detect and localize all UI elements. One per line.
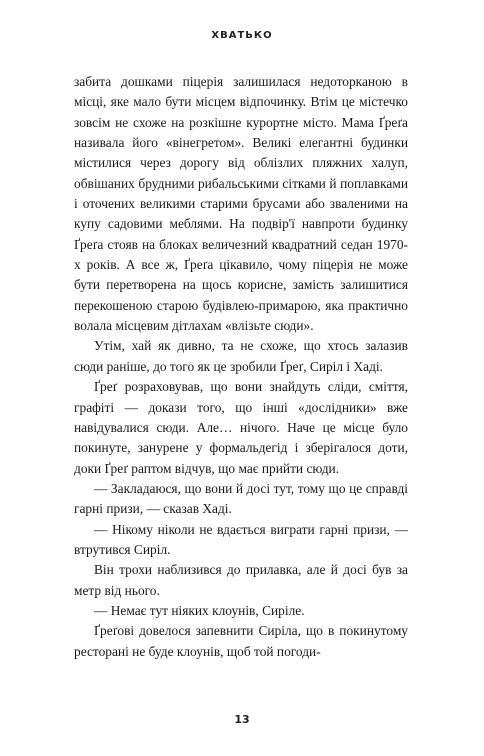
paragraph: Він трохи наблизився до прилавка, але й досі був за метр від нього. (74, 562, 408, 598)
paragraph: Ґреґ розраховував, що вони знайдуть сліди, сміття, графіті — докази того, що інші «дослідники» вже навідувалися сюди. Але… нічого. Наче це місце було покинуте, занурене у формальдегід і зберігалося доти, доки Ґреґ раптом відчув, що має прийти сюди. (74, 379, 408, 476)
paragraph: Утім, хай як дивно, та не схоже, що хтось залазив сюди раніше, до того як це зробили Ґреґ, Сиріл і Хаді. (74, 338, 408, 374)
paragraph: — Нікому ніколи не вдається виграти гарні призи, — втрутився Сиріл. (74, 521, 408, 557)
paragraph: Ґреґові довелося запевнити Сиріла, що в покинутому ресторані не буде клоунів, щоб той погоди- (74, 623, 408, 659)
paragraph: — Закладаюся, що вони й досі тут, тому що це справді гарні призи, — сказав Хаді. (74, 480, 408, 517)
paragraph: — Немає тут ніяких клоунів, Сиріле. (94, 602, 305, 618)
page-number: 13 (234, 713, 250, 726)
paragraph: забита дошками піцерія залишилася недоторканою в місці, яке мало бути місцем відпочинку. Втім це містечко зовсім не схоже на розкішне курортне місто. Мама Ґреґа називала його «вінегретом». Великі елегантні будинки містилися через дорогу від облізлих пляжних халуп, обвішаних брудними рибальськими сітками й поплавками і оточених великими старими брусами або зваленими на купу садовими меблями. На подвір'ї навпроти будинку Ґреґа стояв на блоках величезний квадратний седан 1970-х років. А все ж, Ґреґа цікавило, чому піцерія не може бути перетворена на щось корисне, замість залишитися перекошеною старою будівлею-примарою, яка практично волала місцевим дітлахам «влізьте сюди». (74, 74, 408, 334)
running-title: ХВАТЬКО (211, 30, 273, 41)
body-text (74, 72, 408, 662)
